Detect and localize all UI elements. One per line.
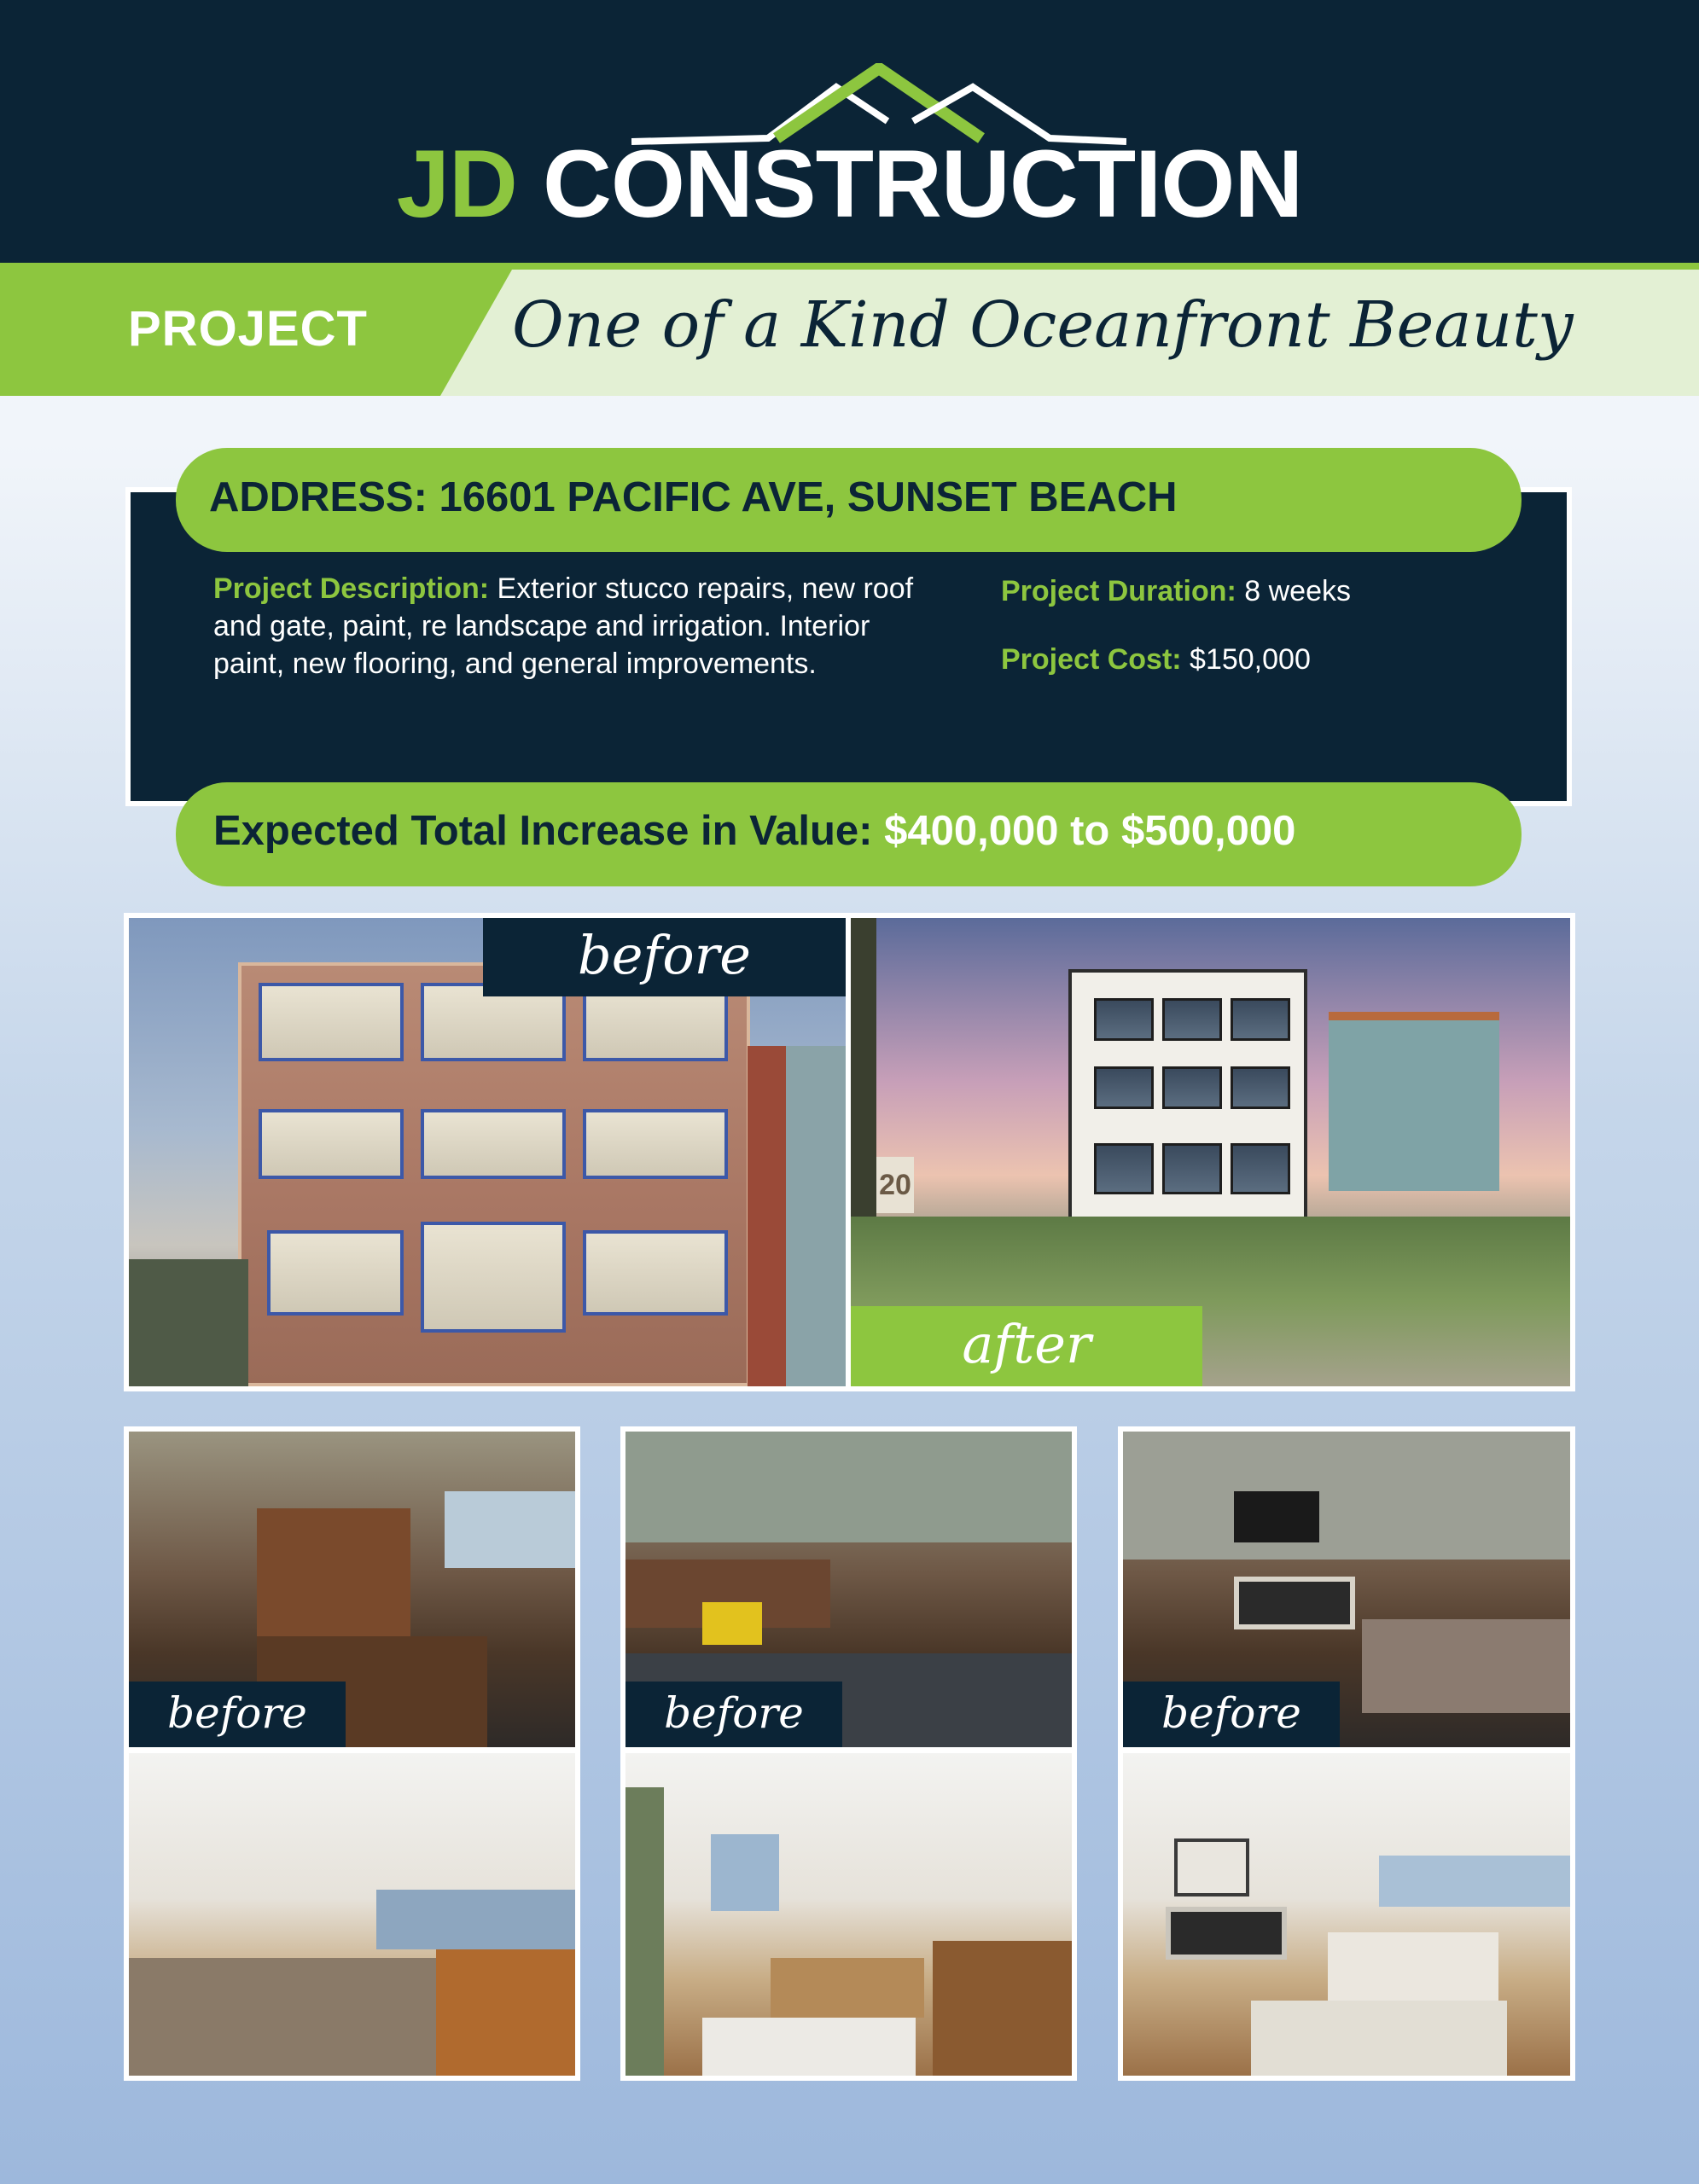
window [1162, 1066, 1222, 1109]
fireplace [1166, 1907, 1287, 1960]
expected-value [213, 807, 1295, 855]
window [259, 1109, 404, 1179]
door [421, 1222, 566, 1333]
house-number-sign: 20 [876, 1157, 914, 1213]
cabinets [933, 1941, 1072, 2076]
old-building [238, 962, 750, 1386]
value-label: Expected Total Increase in Value: [213, 808, 873, 854]
header-divider [0, 263, 1699, 270]
window [583, 1230, 728, 1316]
value-amount: $400,000 to $500,000 [884, 808, 1296, 854]
company-logo [0, 133, 1699, 235]
window [1094, 1143, 1154, 1194]
white-sofa [1328, 1932, 1498, 2001]
cost-value: $150,000 [1190, 643, 1311, 676]
kitchen-after-photo [129, 1753, 575, 2076]
project-description [213, 570, 947, 682]
window-view [711, 1834, 779, 1911]
living-after-photo [1123, 1753, 1570, 2076]
duration-value: 8 weeks [1244, 575, 1351, 607]
neighbor-house [1329, 1012, 1499, 1191]
before-label: before [625, 1682, 842, 1747]
granite-island [129, 1958, 436, 2076]
fireplace [1234, 1577, 1355, 1629]
logo-main: CONSTRUCTION [543, 131, 1303, 237]
window [1231, 1066, 1290, 1109]
dining-after-photo [625, 1753, 1072, 2076]
renovated-building [1068, 969, 1307, 1234]
project-tag-label: PROJECT [128, 301, 368, 357]
window-view [445, 1491, 575, 1568]
after-label: after [851, 1306, 1202, 1386]
project-cost [1001, 643, 1311, 677]
street-foliage [129, 1259, 248, 1386]
description-label: Project Description: [213, 572, 490, 605]
description-text: Exterior stucco repairs, new roof and gate, paint, re landscape and irrigation. Interior paint, new flooring, and general improvements. [213, 572, 914, 680]
window [1094, 1066, 1154, 1109]
window-view [376, 1890, 575, 1949]
window-view [1379, 1856, 1570, 1907]
logo-prefix: JD [396, 131, 517, 237]
window [1094, 998, 1154, 1041]
walls [625, 1432, 1072, 1542]
window [267, 1230, 404, 1316]
before-label: before [483, 918, 846, 996]
window [259, 983, 404, 1061]
patio-door [625, 1787, 664, 2076]
palm-tree [851, 918, 876, 1242]
window [1162, 1143, 1222, 1194]
neighbor-house [786, 1046, 846, 1386]
tv [1234, 1491, 1319, 1542]
dining-table [771, 1958, 924, 2018]
window [583, 1109, 728, 1179]
yellow-chair [702, 1602, 762, 1645]
duration-label: Project Duration: [1001, 575, 1236, 607]
wall-art [1174, 1838, 1249, 1896]
sectional-sofa [1362, 1619, 1570, 1713]
project-title: One of a Kind Oceanfront Beauty [512, 288, 1574, 362]
window [1162, 998, 1222, 1041]
chimney [748, 1046, 786, 1386]
cost-label: Project Cost: [1001, 643, 1182, 676]
window [1231, 998, 1290, 1041]
before-label: before [129, 1682, 346, 1747]
cabinets [257, 1508, 410, 1645]
wood-cabinets [436, 1949, 575, 2076]
walls [1123, 1432, 1570, 1560]
window [1231, 1143, 1290, 1194]
before-label: before [1123, 1682, 1340, 1747]
project-duration [1001, 575, 1351, 608]
project-address: ADDRESS: 16601 PACIFIC AVE, SUNSET BEACH [209, 474, 1178, 520]
area-rug [1251, 2001, 1507, 2076]
window [421, 1109, 566, 1179]
area-rug [702, 2018, 916, 2076]
